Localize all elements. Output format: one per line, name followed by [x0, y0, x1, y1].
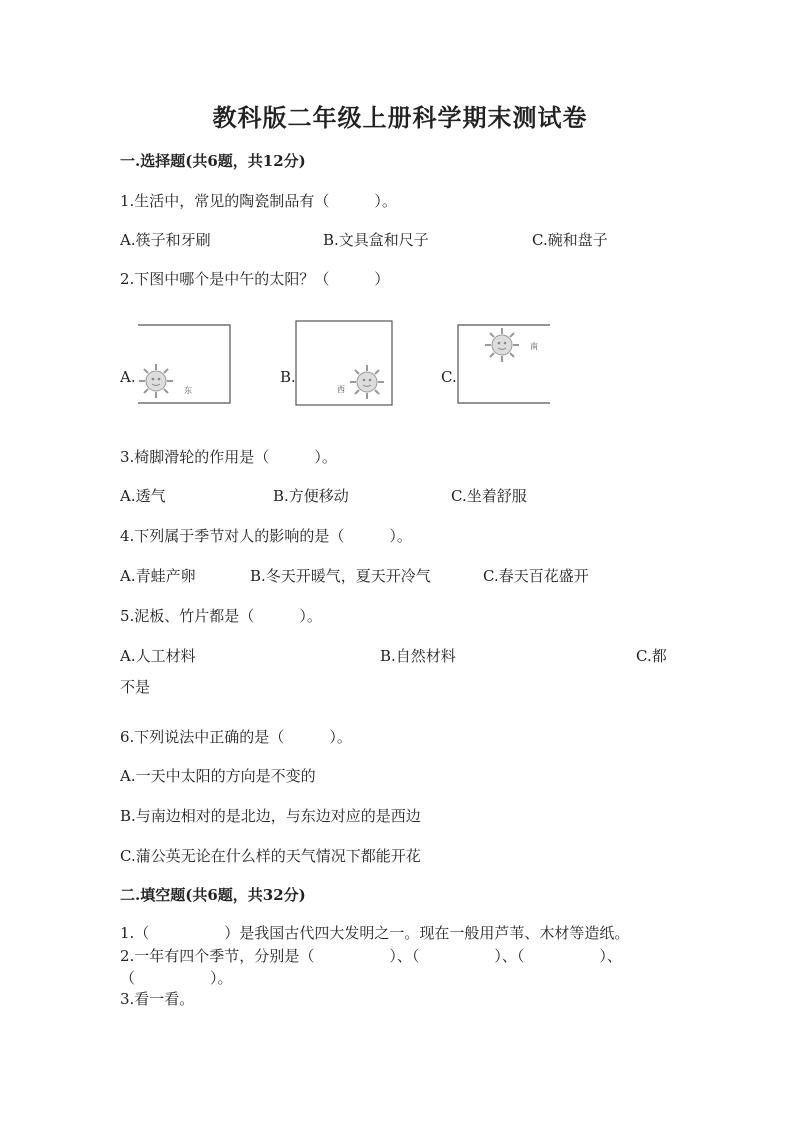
option-a: A.一天中太阳的方向是不变的: [120, 767, 316, 785]
option-b: B.自然材料: [380, 647, 456, 665]
option-c: C.春天百花盛开: [483, 567, 589, 585]
option-a: A.透气: [120, 487, 166, 505]
page-title: 教科版二年级上册科学期末测试卷: [212, 103, 588, 132]
question-stem: 5.泥板、竹片都是（ ）。: [120, 607, 322, 625]
option-b: B.: [280, 368, 296, 386]
option-a: A.: [120, 368, 136, 386]
question-stem: 4.下列属于季节对人的影响的是（ ）。: [120, 527, 412, 545]
option-c: C.: [441, 368, 457, 386]
option-c: C.都: [636, 647, 667, 665]
fill-question: 3.看一看。: [120, 990, 195, 1008]
sun-west-figure: [295, 320, 393, 406]
option-a: A.青蛙产卵: [120, 567, 196, 585]
option-c: C.坐着舒服: [451, 487, 527, 505]
question-stem: 6.下列说法中正确的是（ ）。: [120, 728, 352, 746]
option-b: B.文具盒和尺子: [323, 231, 429, 249]
question-stem: 3.椅脚滑轮的作用是（ ）。: [120, 448, 337, 466]
sun-icon: [350, 365, 384, 399]
option-c-continued: 不是: [120, 678, 151, 696]
sun-south-figure: [456, 323, 552, 405]
question-stem: 1.生活中，常见的陶瓷制品有（ ）。: [120, 192, 397, 210]
direction-label: 南: [530, 342, 538, 351]
option-b: B.与南边相对的是北边，与东边对应的是西边: [120, 807, 421, 825]
option-c: C.碗和盘子: [532, 231, 608, 249]
option-a: A.筷子和牙刷: [120, 231, 211, 249]
option-a: A.人工材料: [120, 647, 196, 665]
option-c: C.蒲公英无论在什么样的天气情况下都能开花: [120, 847, 421, 865]
direction-label: 东: [184, 386, 192, 395]
option-b: B.冬天开暖气，夏天开冷气: [250, 567, 431, 585]
section-heading: 一.选择题(共6题，共12分): [120, 152, 306, 170]
fill-question: 2.一年有四个季节，分别是（ ）、（ ）、（ ）、: [120, 947, 622, 965]
fill-question-continued: （ ）。: [120, 969, 233, 987]
sun-east-figure: [136, 323, 232, 405]
option-b: B.方便移动: [273, 487, 349, 505]
question-stem: 2.下图中哪个是中午的太阳？（ ）: [120, 270, 390, 288]
fill-question: 1.（ ）是我国古代四大发明之一。现在一般用芦苇、木材等造纸。: [120, 924, 630, 942]
direction-label: 西: [337, 385, 345, 394]
sun-icon: [139, 364, 173, 398]
sun-icon: [485, 328, 519, 362]
section-heading: 二.填空题(共6题，共32分): [120, 886, 306, 904]
